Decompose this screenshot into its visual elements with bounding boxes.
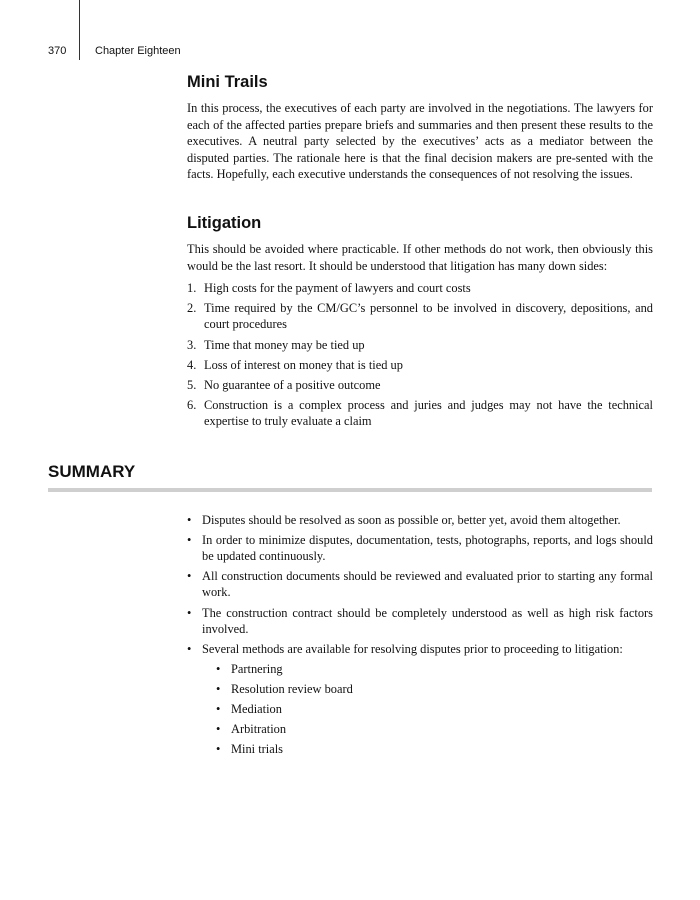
mini-trails-section [187, 72, 653, 183]
list-item [187, 280, 653, 296]
list-item [187, 357, 653, 373]
mini-trails-paragraph: In this process, the executives of each party are involved in the negotiations. The lawyers for each of the affected parties prepare briefs and summaries and then present these results to the executives. A neutral party selected by the executives’ acts as a mediator between the disputed parties. The rationale here is that the final decision makers are pre-sented with the facts. Hopefully, each executive understands the consequences of not resolving the issues. [187, 101, 653, 182]
bullet-icon: • [187, 605, 192, 620]
list-item-text: No guarantee of a positive outcome [204, 377, 381, 392]
list-item-text: All construction documents should be reviewed and evaluated prior to starting any formal work. [202, 569, 653, 600]
list-item-text: In order to minimize disputes, documentation, tests, photographs, reports, and logs should be updated continuously. [202, 533, 653, 564]
sub-list-item-text: Arbitration [231, 721, 287, 736]
list-item [187, 300, 653, 332]
list-item [187, 605, 653, 637]
list-item-text: Construction is a complex process and juries and judges may not have the technical expertise to truly evaluate a claim [204, 398, 653, 429]
list-number: 2. [187, 301, 197, 316]
summary-list [187, 512, 653, 757]
summary-divider [48, 488, 652, 492]
bullet-icon: • [216, 741, 221, 756]
list-item-text: Time that money may be tied up [204, 337, 365, 352]
list-item [187, 532, 653, 564]
list-item-text: Loss of interest on money that is tied up [204, 357, 403, 372]
list-item [187, 397, 653, 429]
bullet-icon: • [187, 533, 192, 548]
list-item [187, 337, 653, 353]
header-divider [79, 0, 80, 60]
list-item [187, 641, 653, 757]
list-item [187, 568, 653, 600]
dispute-methods-list [202, 661, 653, 757]
litigation-section [187, 213, 653, 433]
list-item-text: Several methods are available for resolving disputes prior to proceeding to litigation: [202, 641, 623, 656]
list-number: 3. [187, 337, 197, 352]
litigation-paragraph: This should be avoided where practicable. If other methods do not work, then obviously this would be the last resort. It should be understood that litigation has many down sides: [187, 242, 653, 273]
bullet-icon: • [216, 681, 221, 696]
summary-heading: SUMMARY [48, 462, 136, 481]
sub-list-item-text: Partnering [231, 661, 283, 676]
list-item-text: Time required by the CM/GC’s personnel to be involved in discovery, depositions, and court procedures [204, 301, 653, 332]
bullet-icon: • [216, 721, 221, 736]
list-item-text: High costs for the payment of lawyers and court costs [204, 281, 471, 296]
list-item-text: Disputes should be resolved as soon as possible or, better yet, avoid them altogether. [202, 513, 621, 527]
sub-list-item-text: Mediation [231, 701, 282, 716]
list-item [187, 377, 653, 393]
list-number: 4. [187, 357, 197, 372]
litigation-downsides-list [187, 280, 653, 429]
page-number: 370 [48, 45, 67, 57]
bullet-icon: • [216, 701, 221, 716]
mini-trails-heading: Mini Trails [187, 73, 268, 91]
bullet-icon: • [187, 513, 192, 527]
list-item [187, 512, 653, 528]
sub-list-item [202, 681, 653, 697]
sub-list-item-text: Resolution review board [231, 681, 353, 696]
list-item-text: The construction contract should be completely understood as well as high risk factors involved. [202, 605, 653, 636]
list-number: 6. [187, 398, 197, 413]
list-number: 1. [187, 281, 197, 296]
sub-list-item [202, 661, 653, 677]
sub-list-item-text: Mini trials [231, 741, 283, 756]
litigation-heading: Litigation [187, 214, 262, 232]
running-head-chapter: Chapter Eighteen [95, 45, 181, 57]
sub-list-item [202, 701, 653, 717]
bullet-icon: • [187, 569, 192, 584]
summary-section [187, 512, 653, 761]
sub-list-item [202, 741, 653, 757]
sub-list-item [202, 721, 653, 737]
bullet-icon: • [187, 641, 192, 656]
list-number: 5. [187, 377, 197, 392]
bullet-icon: • [216, 661, 221, 676]
